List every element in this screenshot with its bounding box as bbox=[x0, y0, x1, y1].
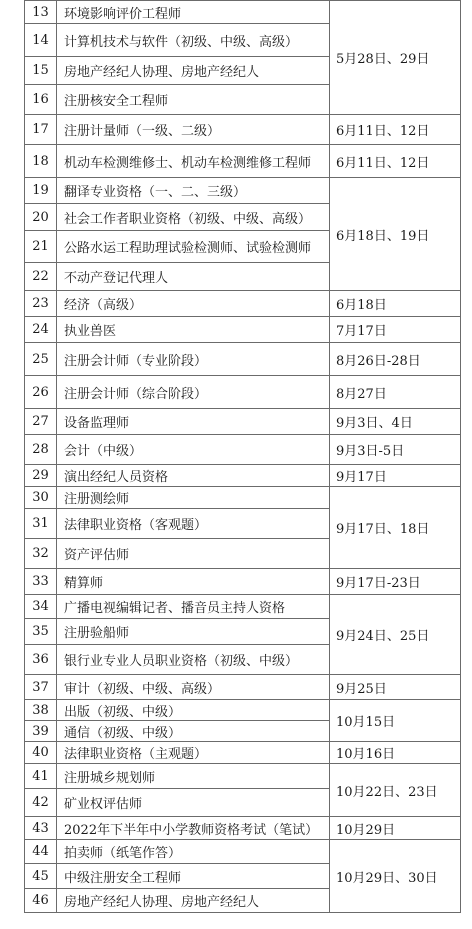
exam-name: 2022年下半年中小学教师资格考试（笔试） bbox=[57, 817, 330, 840]
table-row bbox=[25, 817, 461, 840]
exam-name: 机动车检测维修士、机动车检测维修工程师 bbox=[57, 145, 330, 178]
row-number: 16 bbox=[25, 85, 57, 115]
exam-name: 注册会计师（综合阶段） bbox=[57, 376, 330, 409]
table-row bbox=[25, 700, 461, 721]
row-number: 29 bbox=[25, 465, 57, 487]
exam-date: 7月17日 bbox=[330, 317, 461, 343]
row-number: 42 bbox=[25, 789, 57, 817]
exam-name: 会计（中级） bbox=[57, 435, 330, 465]
exam-date: 8月27日 bbox=[330, 376, 461, 409]
table-row bbox=[25, 317, 461, 343]
row-number: 36 bbox=[25, 645, 57, 675]
exam-name: 公路水运工程助理试验检测师、试验检测师 bbox=[57, 231, 330, 263]
exam-date: 8月26日-28日 bbox=[330, 343, 461, 376]
exam-date: 9月3日-5日 bbox=[330, 435, 461, 465]
table-row bbox=[25, 376, 461, 409]
exam-name: 通信（初级、中级） bbox=[57, 721, 330, 742]
table-row bbox=[25, 675, 461, 700]
row-number: 20 bbox=[25, 204, 57, 231]
exam-name: 银行业专业人员职业资格（初级、中级） bbox=[57, 645, 330, 675]
table-body bbox=[25, 1, 461, 913]
exam-name: 法律职业资格（主观题） bbox=[57, 742, 330, 764]
row-number: 17 bbox=[25, 115, 57, 145]
exam-date: 10月16日 bbox=[330, 742, 461, 764]
table-row bbox=[25, 435, 461, 465]
table-row bbox=[25, 764, 461, 789]
exam-name: 注册会计师（专业阶段） bbox=[57, 343, 330, 376]
exam-name: 注册测绘师 bbox=[57, 487, 330, 509]
exam-name: 执业兽医 bbox=[57, 317, 330, 343]
row-number: 33 bbox=[25, 569, 57, 595]
table-row bbox=[25, 409, 461, 435]
exam-date: 6月18日、19日 bbox=[330, 178, 461, 291]
exam-name: 演出经纪人员资格 bbox=[57, 465, 330, 487]
table-row bbox=[25, 742, 461, 764]
row-number: 31 bbox=[25, 509, 57, 539]
exam-name: 注册城乡规划师 bbox=[57, 764, 330, 789]
exam-schedule-table bbox=[24, 0, 461, 913]
exam-date: 6月18日 bbox=[330, 291, 461, 317]
row-number: 24 bbox=[25, 317, 57, 343]
row-number: 14 bbox=[25, 24, 57, 57]
row-number: 13 bbox=[25, 1, 57, 24]
row-number: 27 bbox=[25, 409, 57, 435]
exam-name: 出版（初级、中级） bbox=[57, 700, 330, 721]
row-number: 41 bbox=[25, 764, 57, 789]
row-number: 30 bbox=[25, 487, 57, 509]
exam-name: 经济（高级） bbox=[57, 291, 330, 317]
table-row bbox=[25, 487, 461, 509]
row-number: 23 bbox=[25, 291, 57, 317]
row-number: 28 bbox=[25, 435, 57, 465]
exam-name: 审计（初级、中级、高级） bbox=[57, 675, 330, 700]
row-number: 43 bbox=[25, 817, 57, 840]
exam-name: 环境影响评价工程师 bbox=[57, 1, 330, 24]
exam-date: 10月22日、23日 bbox=[330, 764, 461, 817]
exam-date: 10月29日 bbox=[330, 817, 461, 840]
exam-name: 拍卖师（纸笔作答） bbox=[57, 840, 330, 864]
row-number: 21 bbox=[25, 231, 57, 263]
row-number: 22 bbox=[25, 263, 57, 291]
row-number: 44 bbox=[25, 840, 57, 864]
row-number: 45 bbox=[25, 864, 57, 889]
exam-name: 计算机技术与软件（初级、中级、高级） bbox=[57, 24, 330, 57]
table-row bbox=[25, 465, 461, 487]
row-number: 39 bbox=[25, 721, 57, 742]
exam-name: 矿业权评估师 bbox=[57, 789, 330, 817]
exam-name: 资产评估师 bbox=[57, 539, 330, 569]
exam-date: 10月29日、30日 bbox=[330, 840, 461, 913]
table-row bbox=[25, 145, 461, 178]
exam-name: 设备监理师 bbox=[57, 409, 330, 435]
row-number: 15 bbox=[25, 57, 57, 85]
row-number: 19 bbox=[25, 178, 57, 204]
table-row bbox=[25, 840, 461, 864]
exam-date: 9月25日 bbox=[330, 675, 461, 700]
exam-name: 房地产经纪人协理、房地产经纪人 bbox=[57, 57, 330, 85]
row-number: 18 bbox=[25, 145, 57, 178]
exam-date: 9月17日-23日 bbox=[330, 569, 461, 595]
row-number: 34 bbox=[25, 595, 57, 619]
exam-date: 10月15日 bbox=[330, 700, 461, 742]
exam-name: 注册计量师（一级、二级） bbox=[57, 115, 330, 145]
exam-date: 9月3日、4日 bbox=[330, 409, 461, 435]
row-number: 46 bbox=[25, 889, 57, 913]
exam-date: 9月17日、18日 bbox=[330, 487, 461, 569]
table-row bbox=[25, 115, 461, 145]
row-number: 40 bbox=[25, 742, 57, 764]
exam-date: 6月11日、12日 bbox=[330, 145, 461, 178]
exam-date: 9月24日、25日 bbox=[330, 595, 461, 675]
exam-date: 6月11日、12日 bbox=[330, 115, 461, 145]
row-number: 25 bbox=[25, 343, 57, 376]
table-row bbox=[25, 1, 461, 24]
exam-name: 注册核安全工程师 bbox=[57, 85, 330, 115]
exam-name: 注册验船师 bbox=[57, 619, 330, 645]
table-row bbox=[25, 343, 461, 376]
table-row bbox=[25, 178, 461, 204]
table-row bbox=[25, 291, 461, 317]
exam-name: 精算师 bbox=[57, 569, 330, 595]
row-number: 26 bbox=[25, 376, 57, 409]
exam-name: 房地产经纪人协理、房地产经纪人 bbox=[57, 889, 330, 913]
exam-name: 法律职业资格（客观题） bbox=[57, 509, 330, 539]
table-row bbox=[25, 595, 461, 619]
row-number: 32 bbox=[25, 539, 57, 569]
row-number: 37 bbox=[25, 675, 57, 700]
exam-date: 5月28日、29日 bbox=[330, 1, 461, 115]
exam-name: 不动产登记代理人 bbox=[57, 263, 330, 291]
exam-name: 社会工作者职业资格（初级、中级、高级） bbox=[57, 204, 330, 231]
exam-name: 翻译专业资格（一、二、三级） bbox=[57, 178, 330, 204]
exam-name: 中级注册安全工程师 bbox=[57, 864, 330, 889]
row-number: 35 bbox=[25, 619, 57, 645]
exam-date: 9月17日 bbox=[330, 465, 461, 487]
table-row bbox=[25, 569, 461, 595]
exam-name: 广播电视编辑记者、播音员主持人资格 bbox=[57, 595, 330, 619]
row-number: 38 bbox=[25, 700, 57, 721]
